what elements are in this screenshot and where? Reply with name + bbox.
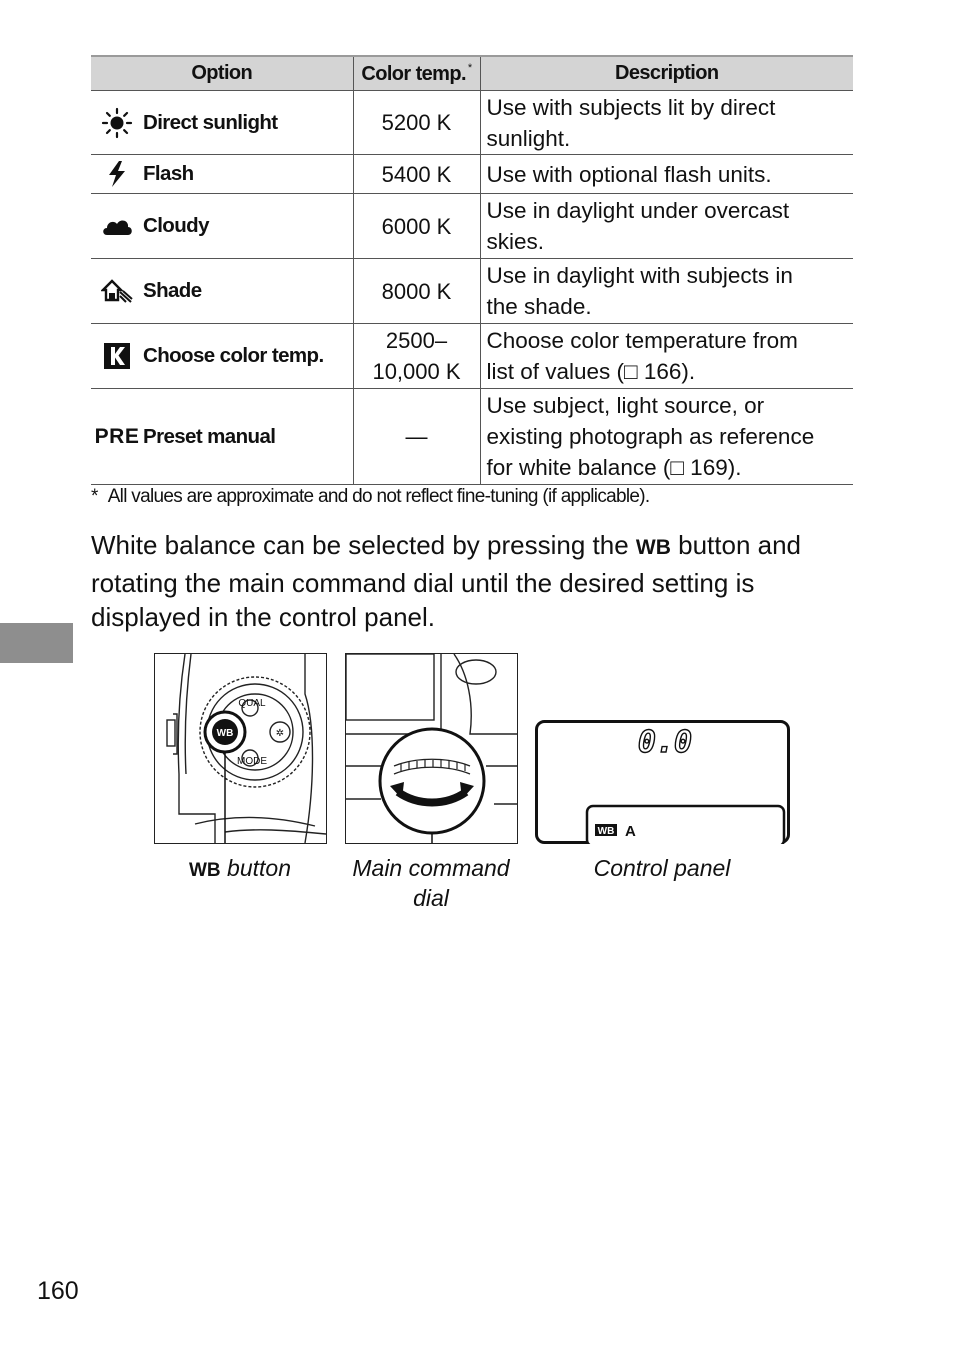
option-label: Preset manual [143, 424, 276, 448]
control-panel-illustration [535, 720, 790, 844]
option-label: Cloudy [143, 214, 209, 237]
option-label: Flash [143, 162, 194, 185]
paragraph-line: rotating the main command dial until the desired setting is [91, 567, 755, 598]
paragraph-line: displayed in the control panel. [91, 602, 436, 632]
color-temp-value: — [353, 389, 480, 485]
wb-button-label: WB [635, 536, 671, 559]
wb-button-caption: WB button [189, 855, 291, 881]
option-label: Shade [143, 279, 202, 302]
table-row [91, 194, 853, 259]
description-cell: Use subject, light source, or existing photograph as reference for white balance (□ 169). [480, 389, 853, 485]
color-temp-value: 5200 K [353, 91, 480, 155]
page-number: 160 [37, 1277, 79, 1305]
wb-mode-value: A [625, 823, 636, 840]
description-cell: Use in daylight under overcast skies. [480, 194, 853, 259]
description-cell: Choose color temperature from list of values (□ 166). [480, 324, 853, 389]
lcd-readout: 0.0 [637, 725, 693, 760]
qual-key-label: QUAL [238, 698, 266, 709]
self-timer-icon: ✲ [275, 728, 285, 739]
kelvin-icon [91, 343, 143, 369]
footnote-mark: * [91, 486, 98, 507]
main-command-dial-caption: Main command dial [352, 855, 510, 911]
footnote-marker: * [467, 61, 472, 74]
table-footnote [91, 486, 649, 508]
instruction-paragraph [91, 528, 851, 635]
description-cell: Use with optional flash units. [480, 155, 853, 194]
main-command-dial-illustration [345, 653, 518, 844]
wb-key-label: WB [216, 728, 234, 739]
flash-icon [91, 160, 143, 188]
cloud-icon [91, 215, 143, 237]
table-row [91, 91, 853, 155]
wb-badge-icon: WB [597, 826, 615, 837]
header-color-temp [353, 56, 480, 91]
header-option: Option [91, 56, 353, 91]
table-row [91, 389, 853, 485]
table-row [91, 155, 853, 194]
wb-button-illustration [154, 653, 327, 844]
header-description: Description [480, 56, 853, 91]
color-temp-value: 5400 K [353, 155, 480, 194]
preset-icon: PRE [94, 424, 140, 448]
chapter-tab [0, 623, 73, 663]
footnote-text: All values are approximate and do not reflect fine-tuning (if applicable). [107, 486, 650, 507]
table-row [91, 259, 853, 324]
mode-key-label: MODE [237, 756, 267, 767]
paragraph-line: White balance can be selected by pressing the WB button and [91, 530, 802, 560]
shade-icon [91, 278, 143, 304]
sun-icon [91, 107, 143, 139]
option-label: Choose color temp. [143, 344, 324, 367]
table-header-row [91, 56, 853, 91]
description-cell: Use in daylight with subjects in the shade. [480, 259, 853, 324]
control-panel-caption: Control panel [593, 855, 731, 881]
color-temp-value: 8000 K [353, 259, 480, 324]
option-label: Direct sunlight [143, 110, 278, 134]
table-row [91, 324, 853, 389]
description-cell: Use with subjects lit by direct sunlight. [480, 91, 853, 155]
white-balance-table [91, 55, 853, 485]
header-color-temp-label: Color temp. [361, 62, 466, 85]
color-temp-value: 6000 K [353, 194, 480, 259]
color-temp-value: 2500– 10,000 K [353, 324, 480, 389]
